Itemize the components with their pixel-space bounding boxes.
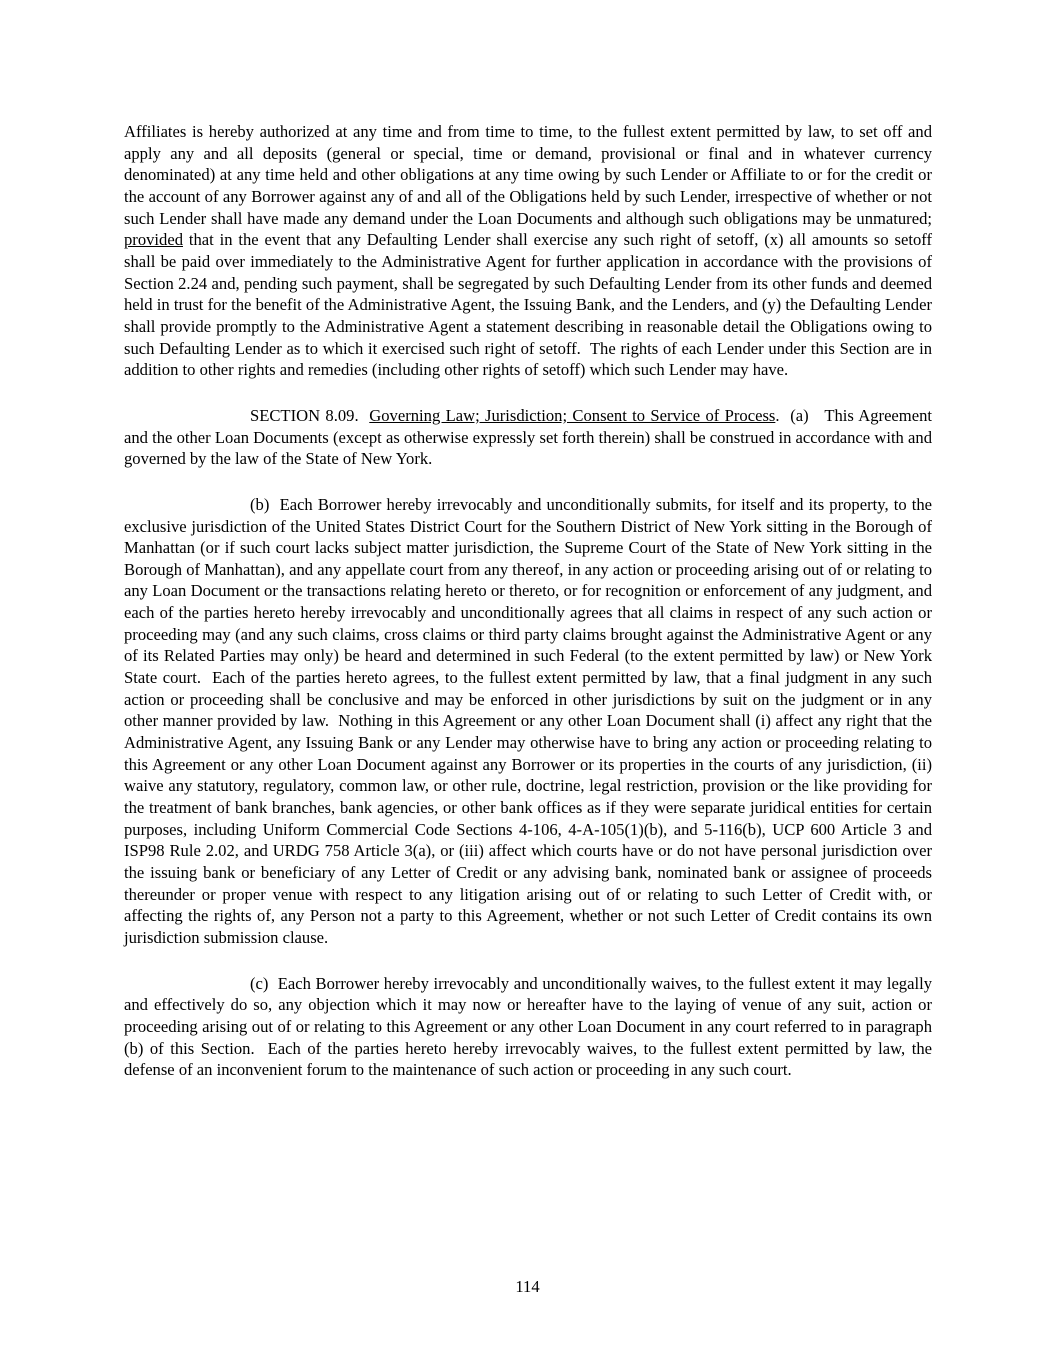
paragraph-section-8-09 <box>124 405 932 470</box>
paragraph-text: . (a) This Agreement and the other Loan Documents (except as otherwise expressly set forth therein) shall be construed in accordance with and governed by the law of the State of New York. <box>124 405 932 469</box>
document-body <box>124 121 932 1105</box>
paragraph-b-jurisdiction <box>124 494 932 949</box>
section-title-underlined: Governing Law; Jurisdiction; Consent to Service of Process <box>369 405 776 425</box>
page-number: 114 <box>515 1277 540 1296</box>
section-number-label: SECTION 8.09. <box>250 405 370 425</box>
paragraph-setoff-rights <box>124 121 932 381</box>
underlined-provided-term: provided <box>124 230 183 250</box>
paragraph-text: that in the event that any Defaulting Lender shall exercise any such right of setoff, (x) all amounts so setoff shall be paid over immediately to the Administrative Agent for further application in accordance with the provisions of Section 2.24 and, pending such payment, shall be segregated by such Defaulting Lender from its other funds and deemed held in trust for the benefit of the Administrative Agent, the Issuing Bank, and the Lenders, and (y) the Defaulting Lender shall provide promptly to the Administrative Agent a statement describing in reasonable detail the Obligations owing to such Defaulting Lender as to which it exercised such right of setoff. The rights of each Lender under this Section are in addition to other rights and remedies (including other rights of setoff) which such Lender may have. <box>124 230 932 380</box>
paragraph-text: (b) Each Borrower hereby irrevocably and unconditionally submits, for itself and its property, to the exclusive jurisdiction of the United States District Court for the Southern District of New York sitting in the Borough of Manhattan (or if such court lacks subject matter jurisdiction, the Supreme Court of the State of New York sitting in the Borough of Manhattan), and any appellate court from any thereof, in any action or proceeding arising out of or relating to any Loan Document or the transactions relating hereto or thereto, or for recognition or enforcement of any judgment, and each of the parties hereto hereby irrevocably and unconditionally agrees that all claims in respect of any such action or proceeding may (and any such claims, cross claims or third party claims brought against the Administrative Agent or any of its Related Parties may only) be heard and determined in such Federal (to the extent permitted by law) or New York State court. Each of the parties hereto agrees, to the fullest extent permitted by law, that a final judgment in any such action or proceeding shall be conclusive and may be enforced in other jurisdictions by suit on the judgment or in any other manner provided by law. Nothing in this Agreement or any other Loan Document shall (i) affect any right that the Administrative Agent, any Issuing Bank or any Lender may otherwise have to bring any action or proceeding relating to this Agreement or any other Loan Document against any Borrower or its properties in the courts of any jurisdiction, (ii) waive any statutory, regulatory, common law, or other rule, doctrine, legal restriction, provision or the like providing for the treatment of bank branches, bank agencies, or other bank offices as if they were separate juridical entities for certain purposes, including Uniform Commercial Code Sections 4-106, 4-A-105(1)(b), and 5-116(b), UCP 600 Article 3 and ISP98 Rule 2.02, and URDG 758 Article 3(a), or (iii) affect which courts have or do not have personal jurisdiction over the issuing bank or beneficiary of any Letter of Credit or any advising bank, nominated bank or assignee of proceeds thereunder or proper venue with respect to any litigation arising out of or relating to such Letter of Credit with, or affecting the rights of, any Person not a party to this Agreement, whether or not such Letter of Credit contains its own jurisdiction submission clause. <box>124 494 932 947</box>
paragraph-text: (c) Each Borrower hereby irrevocably and unconditionally waives, to the fullest extent it may legally and effectively do so, any objection which it may now or hereafter have to the laying of venue of any suit, action or proceeding arising out of or relating to this Agreement or any other Loan Document in any court referred to in paragraph (b) of this Section. Each of the parties hereto hereby irrevocably waives, to the fullest extent permitted by law, the defense of an inconvenient forum to the maintenance of such action or proceeding in any such court. <box>124 973 932 1080</box>
paragraph-c-venue-waiver <box>124 973 932 1081</box>
paragraph-text: Affiliates is hereby authorized at any time and from time to time, to the fullest extent permitted by law, to set off and apply any and all deposits (general or special, time or demand, provisional or final and in whatever currency denominated) at any time held and other obligations at any time owing by such Lender or Affiliate to or for the credit or the account of any Borrower against any of and all of the Obligations held by such Lender, irrespective of whether or not such Lender shall have made any demand under the Loan Documents and although such obligations may be unmatured; <box>124 122 932 228</box>
